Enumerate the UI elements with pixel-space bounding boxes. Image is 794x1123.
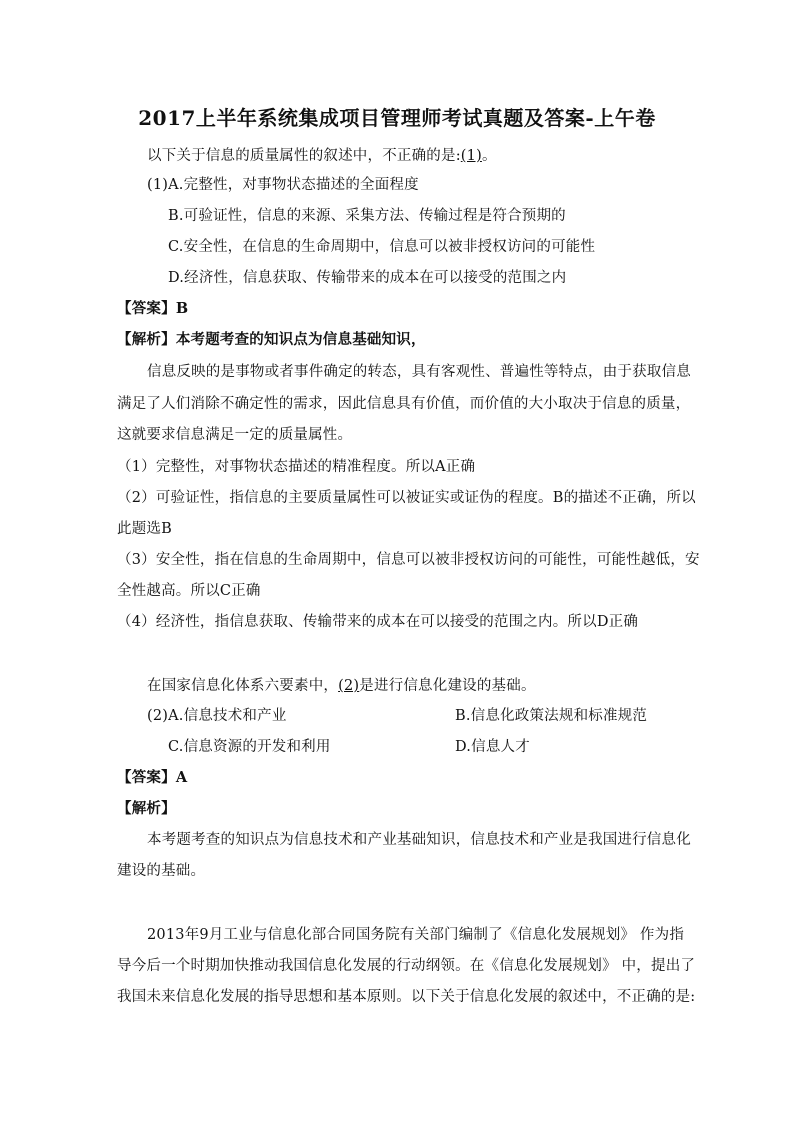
q2-option-c: C.信息资源的开发和利用 — [168, 739, 331, 755]
q1-analysis-line: （4）经济性，指信息获取、传输带来的成本在可以接受的范围之内。所以D正确 — [117, 614, 639, 630]
q1-option-d: D.经济性，信息获取、传输带来的成本在可以接受的范围之内 — [168, 270, 567, 286]
q1-analysis-line: （2）可验证性，指信息的主要质量属性可以被证实或证伪的程度。B的描述不正确，所以 — [117, 490, 696, 506]
q1-analysis-line: 信息反映的是事物或者事件确定的转态，具有客观性、普遍性等特点，由于获取信息 — [147, 364, 691, 380]
q1-analysis-line: 这就要求信息满足一定的质量属性。 — [117, 427, 353, 443]
q1-analysis-line: 全性越高。所以C正确 — [117, 583, 261, 599]
q1-blank: (1) — [460, 148, 482, 164]
q2-blank: (2) — [338, 678, 360, 694]
q1-answer-value: B — [175, 300, 189, 317]
q2-analysis-line: 本考题考查的知识点为信息技术和产业基础知识，信息技术和产业是我国进行信息化 — [147, 832, 691, 848]
q2-analysis-line: 建设的基础。 — [117, 863, 206, 879]
q1-stem-end: 。 — [481, 148, 497, 164]
q1-answer-label: 【答案】 — [117, 300, 176, 317]
q1-option-a: (1)A.完整性，对事物状态描述的全面程度 — [147, 177, 419, 193]
q2-answer — [117, 768, 187, 788]
q3-stem-line: 我国未来信息化发展的指导思想和基本原则。以下关于信息化发展的叙述中，不正确的是: — [117, 989, 696, 1005]
q1-analysis-line: （3）安全性，指在信息的生命周期中，信息可以被非授权访问的可能性，可能性越低，安 — [117, 552, 700, 568]
q2-stem — [147, 676, 536, 696]
q1-analysis-intro: 本考题考查的知识点为信息基础知识， — [175, 331, 426, 348]
q1-option-b: B.可验证性，信息的来源、采集方法、传输过程是符合预期的 — [168, 208, 566, 224]
q1-analysis-heading — [117, 330, 426, 350]
q3-stem-line: 2013年9月工业与信息化部合同国务院有关部门编制了《信息化发展规划》 作为指 — [147, 927, 685, 943]
q1-analysis-line: 满足了人们消除不确定性的需求，因此信息具有价值，而价值的大小取决于信息的质量， — [117, 396, 691, 412]
q2-option-d: D.信息人才 — [455, 739, 530, 755]
q1-option-c: C.安全性，在信息的生命周期中，信息可以被非授权访问的可能性 — [168, 239, 596, 255]
q2-answer-value: A — [175, 769, 188, 786]
q1-stem-text: 以下关于信息的质量属性的叙述中，不正确的是: — [147, 148, 461, 164]
document-title: 2017上半年系统集成项目管理师考试真题及答案-上午卷 — [138, 106, 656, 130]
q1-analysis-label: 【解析】 — [117, 331, 176, 348]
q2-answer-label: 【答案】 — [117, 769, 176, 786]
q2-stem-text: 在国家信息化体系六要素中， — [147, 678, 339, 694]
q1-stem — [147, 146, 497, 166]
q1-answer — [117, 299, 188, 319]
q2-stem-end: 是进行信息化建设的基础。 — [359, 678, 536, 694]
q2-option-a: (2)A.信息技术和产业 — [147, 708, 287, 724]
q2-option-b: B.信息化政策法规和标准规范 — [455, 708, 648, 724]
q1-analysis-line: 此题选B — [117, 521, 172, 537]
q2-analysis-heading: 【解析】 — [117, 800, 176, 817]
q1-analysis-line: （1）完整性，对事物状态描述的精准程度。所以A正确 — [117, 459, 476, 475]
q3-stem-line: 导今后一个时期加快推动我国信息化发展的行动纲领。在《信息化发展规划》 中，提出了 — [117, 958, 696, 974]
